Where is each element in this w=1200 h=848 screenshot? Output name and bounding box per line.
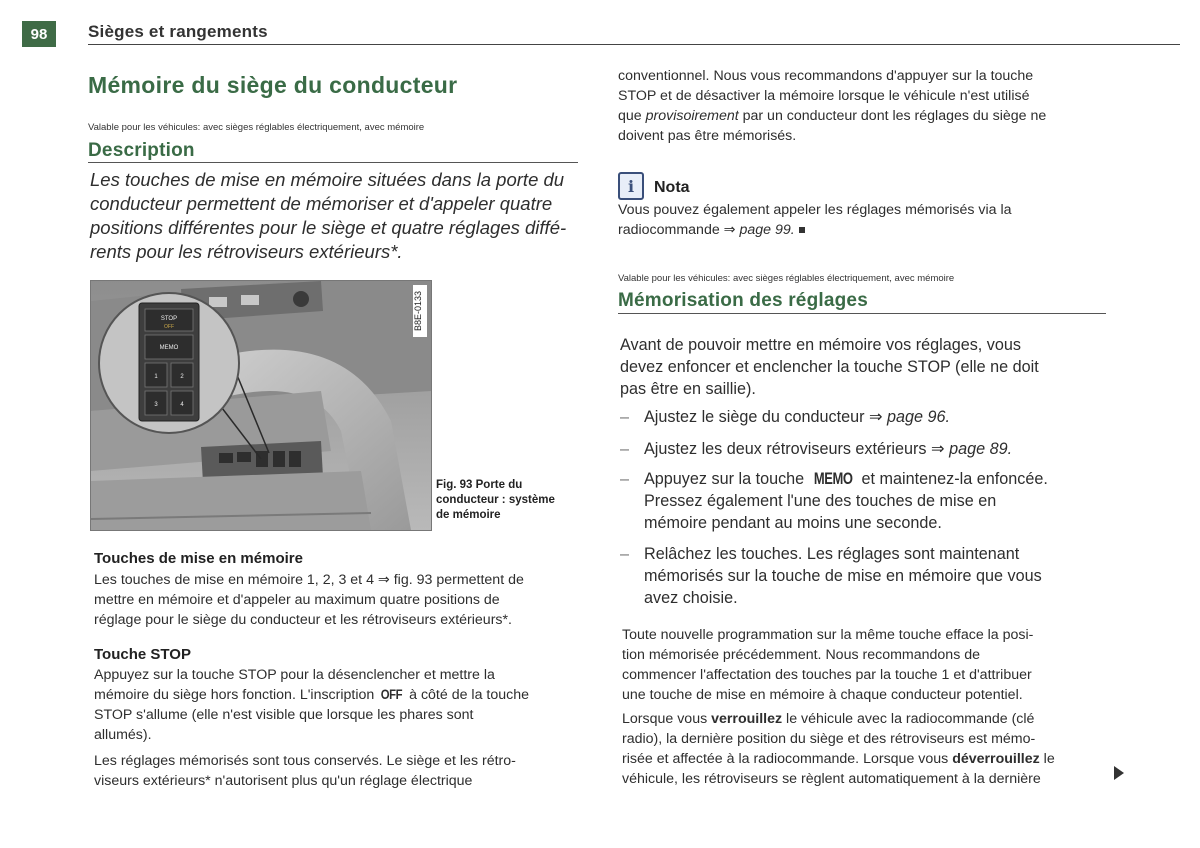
running-head: Sièges et rangements — [88, 22, 268, 41]
key-off-label: OFF — [164, 324, 174, 330]
figure-id: B8E-0133 — [413, 285, 427, 337]
key-2-label: 2 — [180, 374, 184, 380]
stop-paragraph: Appuyez sur la touche STOP pour la désenclencher et mettre la mémoire du siège hors fonction. L'inscription OFF à côté de la touche STOP s'allume (elle n'est visible que lorsque les phares sont allumés). — [94, 667, 530, 743]
validity-note: Valable pour les véhicules: avec sièges réglables électriquement, avec mémoire — [88, 122, 425, 133]
section-heading-memorisation: Mémorisation des réglages — [618, 290, 868, 311]
door-memory-figure — [90, 280, 432, 531]
reglages-paragraph: Les réglages mémorisés sont tous conservés. Le siège et les rétro- viseurs extérieurs* n'autorisent plus qu'un réglage électrique — [94, 753, 516, 789]
intro-paragraph: Les touches de mise en mémoire situées dans la porte du conducteur permettent de mémoriser et d'appeler quatre positions différentes pour le siège et quatre réglages diffé- rents pour les rétroviseurs extérieurs*. — [90, 169, 567, 262]
end-marker — [799, 227, 805, 233]
key-4-label: 4 — [180, 402, 184, 408]
key-1-label: 1 — [154, 374, 158, 380]
section-heading-description: Description — [88, 140, 195, 161]
touches-paragraph: Les touches de mise en mémoire 1, 2, 3 et 4 ⇒ fig. 93 permettent de mettre en mémoire et d'appeler au maximum quatre positions de réglage pour le siège du conducteur et les rétroviseurs extérieurs*. — [94, 572, 524, 628]
touches-heading: Touches de mise en mémoire — [94, 550, 303, 567]
step-item: – Appuyez sur la touche MEMO et maintenez-la enfoncée. Pressez également l'une des touches de mise en mémoire pendant au moins une seconde. — [620, 470, 1048, 532]
nota-text: Vous pouvez également appeler les réglages mémorisés via la radiocommande ⇒ page 99. — [618, 202, 1012, 238]
info-icon: i — [618, 172, 644, 200]
page-title: Mémoire du siège du conducteur — [88, 72, 458, 98]
section-rule — [88, 162, 578, 163]
memo-key-label: MEMO — [813, 470, 853, 488]
continue-arrow-icon — [1114, 766, 1124, 780]
validity-note-right: Valable pour les véhicules: avec sièges réglables électriquement, avec mémoire — [618, 273, 955, 284]
step-item: – Relâchez les touches. Les réglages sont maintenant mémorisés sur la touche de mise en mémoire que vous avez choisie. — [620, 545, 1042, 607]
section-rule-right — [618, 313, 1106, 314]
step-item: – Ajustez le siège du conducteur ⇒ page 96. — [620, 408, 951, 426]
off-indicator: OFF — [380, 687, 403, 703]
stop-heading: Touche STOP — [94, 646, 191, 663]
key-memo-label: MEMO — [159, 345, 179, 351]
door-photo-illustration — [91, 281, 431, 530]
key-3-label: 3 — [154, 402, 158, 408]
verrouillage-paragraph: Lorsque vous verrouillez le véhicule avec la radiocommande (clé radio), la dernière position du siège et des rétroviseurs est mémo- risée et affectée à la radiocommande. Lorsque vous déverrouillez le véhicule, les rétroviseurs se règlent automatiquement à la dernière — [622, 711, 1055, 787]
page-number: 98 — [22, 21, 56, 47]
figure-caption: Fig. 93 Porte du conducteur : système de mémoire — [436, 479, 555, 521]
programmation-paragraph: Toute nouvelle programmation sur la même touche efface la posi- tion mémorisée précédemment. Nous recommandons de commencer l'affectation des touches par la touche 1 et d'attribuer une touche de mise en mémoire à chaque conducteur potentiel. — [622, 627, 1034, 703]
nota-page-ref: page 99. — [739, 222, 795, 238]
continued-paragraph: conventionnel. Nous vous recommandons d'appuyer sur la touche STOP et de désactiver la mémoire lorsque le véhicule n'est utilisé que provisoirement par un conducteur dont les réglages du siège ne doivent pas être mémorisés. — [618, 68, 1047, 144]
header-rule — [88, 44, 1180, 45]
step-item: – Ajustez les deux rétroviseurs extérieurs ⇒ page 89. — [620, 440, 1013, 458]
nota-title: Nota — [654, 179, 690, 196]
memorisation-intro: Avant de pouvoir mettre en mémoire vos réglages, vous devez enfoncer et enclencher la touche STOP (elle ne doit pas être en saillie). — [620, 336, 1039, 398]
key-stop-label: STOP — [160, 316, 178, 322]
